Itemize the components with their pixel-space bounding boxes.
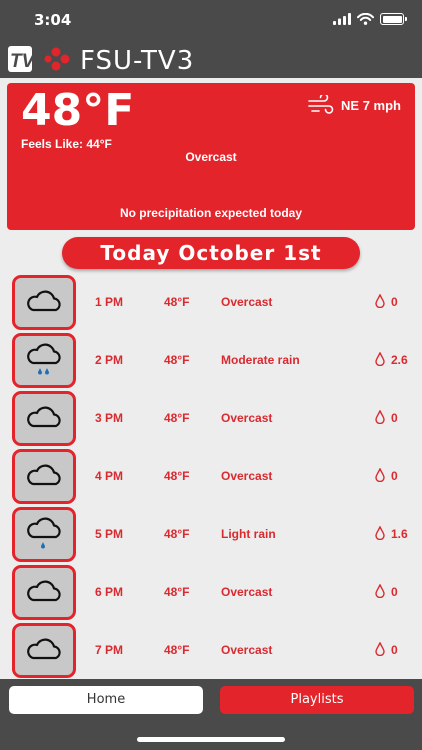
hourly-forecast-list[interactable] (0, 275, 422, 679)
hour-precip: 2.6 (391, 353, 408, 367)
hour-time: 6 PM (95, 585, 124, 599)
hour-condition: Overcast (221, 411, 273, 425)
status-icons (333, 13, 404, 25)
status-bar (0, 0, 422, 40)
cloud-moderate-rain-icon (12, 333, 76, 388)
hour-time: 3 PM (95, 411, 124, 425)
wind-info (308, 95, 401, 115)
hour-precip: 0 (391, 585, 398, 599)
home-indicator[interactable] (137, 737, 285, 742)
hour-row (0, 391, 422, 446)
raindrop-icon (375, 642, 385, 656)
home-button[interactable]: Home (9, 686, 203, 714)
hour-condition: Overcast (221, 295, 273, 309)
hour-row (0, 623, 422, 678)
hour-temp: 48°F (164, 585, 190, 599)
signal-icon (333, 13, 351, 25)
hour-temp: 48°F (164, 295, 190, 309)
cloud-icon (12, 391, 76, 446)
wind-text: NE 7 mph (341, 97, 401, 113)
current-temperature: 48°F (21, 85, 135, 136)
hour-time: 4 PM (95, 469, 124, 483)
cloud-light-rain-icon (12, 507, 76, 562)
hour-row (0, 507, 422, 562)
hour-row (0, 565, 422, 620)
hour-temp: 48°F (164, 527, 190, 541)
cloud-icon (12, 449, 76, 504)
playlists-button[interactable]: Playlists (220, 686, 414, 714)
hour-time: 7 PM (95, 643, 124, 657)
cloud-icon (12, 623, 76, 678)
current-weather-card (7, 83, 415, 230)
date-banner: Today October 1st (62, 237, 360, 269)
hour-precip: 0 (391, 411, 398, 425)
wind-icon (308, 95, 334, 115)
wifi-icon (357, 13, 374, 25)
raindrop-icon (375, 352, 385, 366)
hour-temp: 48°F (164, 411, 190, 425)
hour-temp: 48°F (164, 469, 190, 483)
feels-like: Feels Like: 44°F (21, 137, 112, 151)
app-title: FSU-TV3 (80, 46, 195, 76)
hour-temp: 48°F (164, 643, 190, 657)
battery-icon (380, 13, 404, 25)
hour-time: 1 PM (95, 295, 124, 309)
raindrop-icon (375, 294, 385, 308)
hour-precip: 0 (391, 295, 398, 309)
hour-time: 2 PM (95, 353, 124, 367)
precipitation-note: No precipitation expected today (119, 206, 303, 220)
hour-time: 5 PM (95, 527, 124, 541)
raindrop-icon (375, 526, 385, 540)
hour-precip: 0 (391, 643, 398, 657)
hour-row (0, 449, 422, 504)
app-header (0, 40, 422, 78)
tv3-logo-icon (8, 44, 74, 74)
bottom-nav-bar (0, 679, 422, 750)
hour-precip: 1.6 (391, 527, 408, 541)
hour-condition: Moderate rain (221, 353, 300, 367)
hour-row (0, 275, 422, 330)
raindrop-icon (375, 584, 385, 598)
hour-precip: 0 (391, 469, 398, 483)
hour-condition: Overcast (221, 469, 273, 483)
hour-row (0, 333, 422, 388)
status-time: 3:04 (34, 11, 72, 29)
current-condition: Overcast (185, 150, 237, 164)
hour-condition: Overcast (221, 585, 273, 599)
cloud-icon (12, 565, 76, 620)
hour-temp: 48°F (164, 353, 190, 367)
logo-text: TV3 (10, 51, 45, 72)
hour-condition: Overcast (221, 643, 273, 657)
hour-condition: Light rain (221, 527, 276, 541)
raindrop-icon (375, 468, 385, 482)
cloud-icon (12, 275, 76, 330)
raindrop-icon (375, 410, 385, 424)
